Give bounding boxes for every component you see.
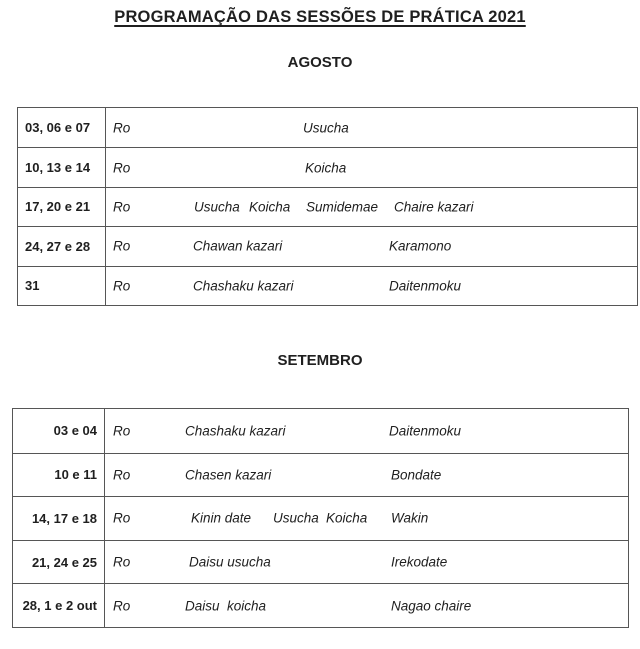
content-cell — [106, 267, 637, 305]
ro-label: Ro — [113, 199, 131, 215]
content-cell — [105, 497, 628, 540]
table-row — [13, 583, 628, 627]
activity-text: Daisu usucha — [189, 554, 271, 570]
date-cell: 03 e 04 — [13, 409, 105, 453]
table-row — [18, 187, 637, 226]
activity-text: Koicha — [305, 160, 347, 176]
activity-text: Bondate — [391, 467, 442, 483]
section-heading-setembro: SETEMBRO — [277, 352, 363, 369]
ro-label: Ro — [113, 160, 131, 176]
table-row — [13, 496, 628, 540]
table-row — [18, 266, 637, 305]
activity-text: Nagao chaire — [391, 598, 472, 614]
table-row — [18, 147, 637, 186]
activity-text: Sumidemae — [306, 199, 379, 215]
activity-text: Chaire kazari — [394, 199, 474, 215]
date-cell: 21, 24 e 25 — [13, 541, 105, 584]
date-cell: 31 — [18, 267, 106, 305]
content-cell — [106, 188, 637, 226]
page-title — [0, 8, 640, 27]
activity-text: Chawan kazari — [193, 238, 283, 254]
content-cell — [105, 454, 628, 497]
activity-text: Karamono — [389, 238, 452, 254]
content-cell — [106, 148, 637, 186]
activity-text: Usucha — [194, 199, 240, 215]
date-cell: 24, 27 e 28 — [18, 227, 106, 265]
activity-text: Chasen kazari — [185, 467, 272, 483]
activity-text: Usucha — [273, 510, 319, 526]
activity-text: Chashaku kazari — [193, 278, 294, 294]
ro-label: Ro — [113, 598, 131, 614]
content-cell — [105, 584, 628, 627]
ro-label: Ro — [113, 120, 131, 136]
content-cell — [106, 227, 637, 265]
activity-text: Daisu koicha — [185, 598, 267, 614]
activity-text: Irekodate — [391, 554, 448, 570]
ro-label: Ro — [113, 238, 131, 254]
activity-text: Wakin — [391, 510, 429, 526]
ro-label: Ro — [113, 423, 131, 439]
table-row — [13, 409, 628, 453]
date-cell: 28, 1 e 2 out — [13, 584, 105, 627]
schedule-table-setembro — [12, 408, 629, 628]
table-row — [18, 108, 637, 147]
date-cell: 03, 06 e 07 — [18, 108, 106, 147]
date-cell: 10 e 11 — [13, 454, 105, 497]
section-heading-agosto: AGOSTO — [287, 54, 353, 71]
table-row — [18, 226, 637, 265]
activity-text: Kinin date — [191, 510, 252, 526]
date-cell: 14, 17 e 18 — [13, 497, 105, 540]
date-cell: 10, 13 e 14 — [18, 148, 106, 186]
ro-label: Ro — [113, 467, 131, 483]
activity-text: Koicha — [249, 199, 291, 215]
table-row — [13, 453, 628, 497]
content-cell — [105, 409, 628, 453]
activity-text: Usucha — [303, 120, 349, 136]
activity-text: Daitenmoku — [389, 423, 462, 439]
activity-text: Koicha — [326, 510, 368, 526]
ro-label: Ro — [113, 510, 131, 526]
date-cell: 17, 20 e 21 — [18, 188, 106, 226]
page-title-text: PROGRAMAÇÃO DAS SESSÕES DE PRÁTICA 2021 — [114, 8, 526, 26]
schedule-table-agosto — [17, 107, 638, 306]
activity-text: Daitenmoku — [389, 278, 462, 294]
ro-label: Ro — [113, 554, 131, 570]
table-row — [13, 540, 628, 584]
content-cell — [105, 541, 628, 584]
content-cell — [106, 108, 637, 147]
ro-label: Ro — [113, 278, 131, 294]
activity-text: Chashaku kazari — [185, 423, 286, 439]
